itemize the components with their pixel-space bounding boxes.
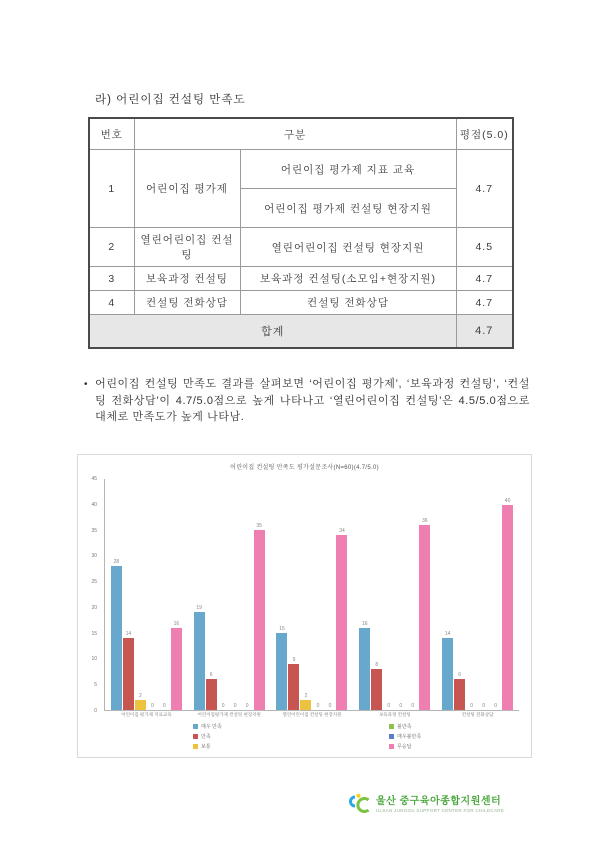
summary-bullet bbox=[84, 376, 530, 426]
bar-value-label: 2 bbox=[139, 692, 142, 699]
bar bbox=[111, 566, 122, 710]
legend-item bbox=[389, 743, 421, 750]
bar-value-label: 0 bbox=[328, 703, 332, 709]
bar-value-label: 15 bbox=[279, 626, 285, 633]
bar-slot bbox=[442, 479, 454, 710]
bar-value-label: 19 bbox=[196, 605, 202, 612]
bar bbox=[336, 535, 347, 710]
bar bbox=[454, 679, 465, 710]
legend-item bbox=[389, 733, 421, 740]
legend-label: 만족 bbox=[201, 734, 211, 740]
bar-value-label: 0 bbox=[316, 703, 320, 709]
bar-slot bbox=[336, 479, 348, 710]
bar-cluster bbox=[188, 479, 271, 710]
bar bbox=[194, 612, 205, 710]
cell-score: 4.7 bbox=[456, 291, 513, 315]
y-axis-tick-label: 15 bbox=[91, 630, 97, 637]
bar-value-label: 16 bbox=[362, 620, 368, 627]
summary-text: 어린이집 컨설팅 만족도 결과를 살펴보면 ‘어린이집 평가제’, ‘보육과정 컨설팅’, ‘컨설팅 전화상담’이 4.7/5.0점으로 높게 나타나고 ‘열린어린이집 컨설팅’은 4.5/5.0점으로 대체로 만족도가 높게 나타남. bbox=[95, 378, 530, 423]
table-header-row bbox=[89, 118, 513, 150]
y-axis-tick-label: 10 bbox=[91, 656, 97, 663]
page-title: 라) 어린이집 컨설팅 만족도 bbox=[95, 94, 246, 106]
bar-slot bbox=[490, 479, 502, 710]
bar bbox=[502, 505, 513, 710]
bar-slot bbox=[205, 479, 217, 710]
bar-slot bbox=[419, 479, 431, 710]
x-axis-label: 어린이집평가제 컨설팅 현장지원 bbox=[197, 712, 261, 717]
cell-detail: 어린이집 평가제 컨설팅 현장지원 bbox=[240, 189, 456, 228]
bar-slot bbox=[324, 479, 336, 710]
bar-group bbox=[105, 479, 188, 717]
bar bbox=[135, 700, 146, 710]
y-axis-tick-label: 35 bbox=[91, 527, 97, 534]
cell-score: 4.7 bbox=[456, 150, 513, 228]
bar-slot bbox=[170, 479, 182, 710]
org-name: 울산 중구육아종합지원센터 bbox=[376, 795, 502, 807]
bar-slot bbox=[300, 479, 312, 710]
cell-detail: 컨설팅 전화상담 bbox=[240, 291, 456, 315]
bar-slot bbox=[241, 479, 253, 710]
bar-slot bbox=[193, 479, 205, 710]
bar-value-label: 0 bbox=[494, 703, 497, 709]
bar-slot bbox=[288, 479, 300, 710]
bar-cluster bbox=[436, 479, 519, 710]
table-row bbox=[89, 150, 513, 189]
y-axis-tick-label: 45 bbox=[91, 476, 97, 482]
satisfaction-chart bbox=[77, 454, 532, 758]
bar-value-label: 36 bbox=[422, 518, 428, 525]
x-axis-label: 어린이집 평가제 지표교육 bbox=[121, 712, 172, 717]
x-axis-label: 컨설팅 전화상담 bbox=[461, 712, 494, 717]
bar-value-label: 14 bbox=[444, 631, 451, 638]
y-axis-tick-label: 40 bbox=[91, 501, 97, 508]
bar-slot bbox=[359, 479, 371, 710]
bar-value-label: 28 bbox=[113, 559, 120, 566]
bar-value-label: 0 bbox=[233, 703, 237, 709]
bar bbox=[123, 638, 134, 710]
bar bbox=[288, 664, 299, 710]
bar-value-label: 6 bbox=[209, 672, 213, 679]
bar-cluster bbox=[353, 479, 436, 710]
total-label: 합계 bbox=[89, 315, 456, 349]
bar-value-label: 40 bbox=[504, 497, 511, 504]
legend-swatch-icon bbox=[389, 744, 394, 749]
bar-value-label: 35 bbox=[256, 523, 262, 530]
y-axis-tick-label: 30 bbox=[91, 553, 97, 560]
bar-slot bbox=[253, 479, 265, 710]
table-row bbox=[89, 267, 513, 291]
bar-value-label: 9 bbox=[292, 656, 296, 663]
header-category: 구분 bbox=[134, 118, 456, 150]
legend-label: 매우불만족 bbox=[397, 734, 422, 740]
cell-category: 어린이집 평가제 bbox=[134, 150, 240, 228]
bar-value-label: 0 bbox=[470, 703, 473, 709]
bar bbox=[276, 633, 287, 710]
bar-slot bbox=[122, 479, 134, 710]
header-no: 번호 bbox=[89, 118, 134, 150]
cell-detail: 보육과정 컨설팅(소모임+현장지원) bbox=[240, 267, 456, 291]
cell-category: 열린어린이집 컨설팅 bbox=[134, 228, 240, 267]
bar-slot bbox=[312, 479, 324, 710]
bullet-icon: • bbox=[84, 379, 89, 390]
legend-label: 보통 bbox=[201, 744, 211, 750]
bar-value-label: 0 bbox=[245, 703, 249, 709]
bar-cluster bbox=[271, 479, 354, 710]
legend-swatch-icon bbox=[389, 724, 394, 729]
bar-value-label: 0 bbox=[151, 703, 154, 709]
bar-slot bbox=[502, 479, 514, 710]
bar-value-label: 6 bbox=[458, 672, 461, 679]
bar-slot bbox=[229, 479, 241, 710]
bar bbox=[171, 628, 182, 710]
cell-no: 2 bbox=[89, 228, 134, 267]
legend-item bbox=[193, 723, 222, 730]
bar-slot bbox=[478, 479, 490, 710]
bar-slot bbox=[110, 479, 122, 710]
cell-detail: 어린이집 평가제 지표 교육 bbox=[240, 150, 456, 189]
legend-swatch-icon bbox=[389, 734, 394, 739]
cell-no: 1 bbox=[89, 150, 134, 228]
bar-value-label: 0 bbox=[482, 703, 485, 709]
table-total-row bbox=[89, 315, 513, 349]
table-row bbox=[89, 291, 513, 315]
legend-swatch-icon bbox=[193, 744, 198, 749]
bar bbox=[300, 700, 311, 710]
bar bbox=[206, 679, 217, 710]
y-axis bbox=[78, 476, 102, 714]
bar-slot bbox=[383, 479, 395, 710]
cell-score: 4.5 bbox=[456, 228, 513, 267]
cell-score: 4.7 bbox=[456, 267, 513, 291]
cell-no: 4 bbox=[89, 291, 134, 315]
y-axis-tick-label: 5 bbox=[94, 682, 97, 689]
x-axis-label: 열린어린이집 컨설팅 현장지원 bbox=[282, 712, 342, 717]
bar-value-label: 0 bbox=[387, 703, 391, 709]
bar-slot bbox=[217, 479, 229, 710]
header-score: 평점(5.0) bbox=[456, 118, 513, 150]
table-row bbox=[89, 228, 513, 267]
bar bbox=[419, 525, 430, 710]
legend-left bbox=[193, 723, 222, 750]
legend-item bbox=[389, 723, 421, 730]
org-text bbox=[376, 796, 504, 813]
bar-value-label: 8 bbox=[375, 661, 379, 668]
bar bbox=[359, 628, 370, 710]
satisfaction-table-wrap bbox=[88, 117, 512, 349]
bar-value-label: 16 bbox=[173, 620, 180, 627]
bar-slot bbox=[134, 479, 146, 710]
legend-label: 불만족 bbox=[397, 724, 412, 730]
bar bbox=[371, 669, 382, 710]
org-subtitle: ULSAN JUNGGU SUPPORT CENTER FOR CHILDCARE bbox=[376, 807, 505, 813]
legend-item bbox=[193, 733, 222, 740]
bar-slot bbox=[146, 479, 158, 710]
bar-slot bbox=[395, 479, 407, 710]
satisfaction-table bbox=[88, 117, 514, 349]
cell-no: 3 bbox=[89, 267, 134, 291]
bar-slot bbox=[158, 479, 170, 710]
bar-slot bbox=[407, 479, 419, 710]
bar-slot bbox=[466, 479, 478, 710]
org-logo bbox=[345, 793, 504, 815]
x-axis-label: 보육과정 컨설팅 bbox=[378, 712, 411, 717]
bar-value-label: 0 bbox=[163, 703, 166, 709]
legend-label: 무응답 bbox=[397, 744, 412, 750]
chart-title: 어린이집 컨설팅 만족도 평가설문조사(N=60)(4.7/5.0) bbox=[230, 465, 379, 471]
bar-value-label: 34 bbox=[339, 528, 345, 535]
legend-swatch-icon bbox=[193, 734, 198, 739]
bar-group bbox=[188, 479, 271, 717]
plot-groups bbox=[104, 479, 519, 717]
bar-slot bbox=[454, 479, 466, 710]
bar-group bbox=[271, 479, 354, 717]
y-axis-tick-label: 0 bbox=[94, 708, 97, 714]
bar-slot bbox=[371, 479, 383, 710]
y-axis-tick-label: 25 bbox=[91, 579, 97, 586]
bar-slot bbox=[276, 479, 288, 710]
bar bbox=[254, 530, 265, 710]
bar-value-label: 0 bbox=[221, 703, 225, 709]
org-logo-icon bbox=[345, 793, 371, 815]
legend-right bbox=[389, 723, 421, 750]
bar-group bbox=[353, 479, 436, 717]
cell-detail: 열린어린이집 컨설팅 현장지원 bbox=[240, 228, 456, 267]
bar-value-label: 2 bbox=[304, 692, 308, 699]
legend-swatch-icon bbox=[193, 724, 198, 729]
legend-label: 매우 만족 bbox=[201, 724, 222, 730]
bar-value-label: 14 bbox=[125, 631, 132, 638]
y-axis-tick-label: 20 bbox=[91, 604, 97, 611]
bar-value-label: 0 bbox=[399, 703, 403, 709]
cell-category: 컨설팅 전화상담 bbox=[134, 291, 240, 315]
bar bbox=[442, 638, 453, 710]
cell-category: 보육과정 컨설팅 bbox=[134, 267, 240, 291]
legend-item bbox=[193, 743, 222, 750]
bar-cluster bbox=[105, 479, 188, 710]
bar-group bbox=[436, 479, 519, 717]
bar-value-label: 0 bbox=[411, 703, 415, 709]
total-score: 4.7 bbox=[456, 315, 513, 349]
